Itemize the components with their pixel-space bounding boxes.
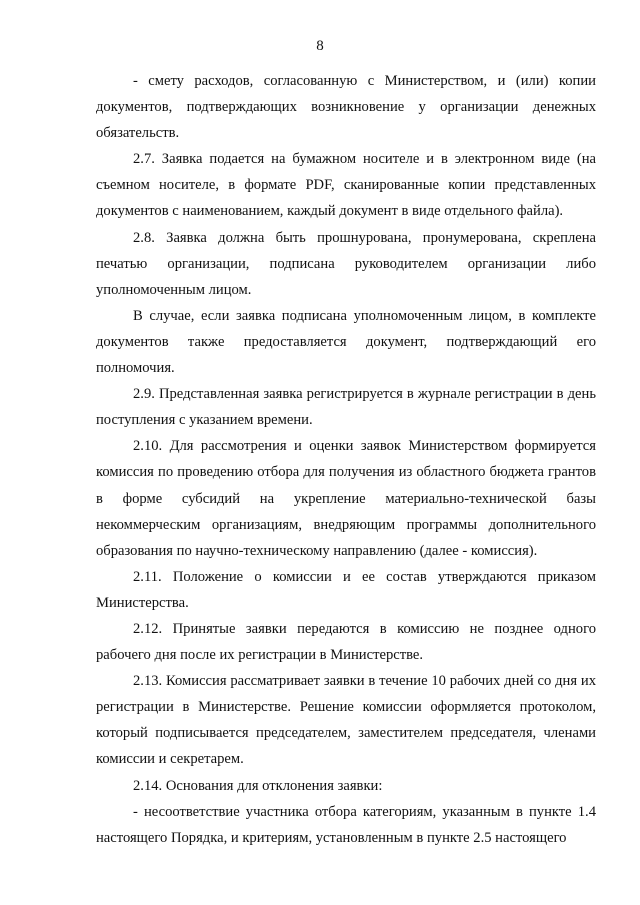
paragraph-authorized-person: В случае, если заявка подписана уполномоченным лицом, в комплекте документов также предоставляется документ, подтверждающий его полномочия. — [96, 307, 596, 377]
paragraph-2-13: 2.13. Комиссия рассматривает заявки в течение 10 рабочих дней со дня их регистрации в Министерстве. Решение комиссии оформляется протоколом, который подписывается председателем, заместителем председателя, членами комиссии и секретарем. — [96, 673, 596, 768]
paragraph-expense-estimate: - смету расходов, согласованную с Министерством, и (или) копии документов, подтверждающих возникновение у организации денежных обязательств. — [96, 73, 596, 142]
paragraph-2-7: 2.7. Заявка подается на бумажном носителе и в электронном виде (на съемном носителе, в формате PDF, сканированные копии представленных документов с наименованием, каждый документ в виде отдельного файла). — [96, 151, 596, 220]
paragraph-2-9: 2.9. Представленная заявка регистрируется в журнале регистрации в день поступления с указанием времени. — [96, 386, 596, 429]
paragraph-2-14: 2.14. Основания для отклонения заявки: — [133, 777, 383, 794]
paragraph-2-12: 2.12. Принятые заявки передаются в комиссию не позднее одного рабочего дня после их регистрации в Министерстве. — [96, 620, 596, 664]
paragraph-2-8: 2.8. Заявка должна быть прошнурована, пронумерована, скреплена печатью организации, подписана руководителем организации либо уполномоченным лицом. — [96, 229, 596, 298]
document-body — [96, 68, 596, 851]
page-number: 8 — [316, 38, 324, 54]
paragraph-rejection-reason: - несоответствие участника отбора категориям, указанным в пункте 1.4 настоящего Порядка, и критериям, установленным в пункте 2.5 настоящего — [96, 803, 596, 846]
paragraph-2-10: 2.10. Для рассмотрения и оценки заявок Министерством формируется комиссия по проведению отбора для получения из областного бюджета грантов в форме субсидий на укрепление материально-технической базы некоммерческим организациям, внедряющим программы дополнительного образования по научно-техническому направлению (далее - комиссия). — [96, 438, 596, 559]
paragraph-2-11: 2.11. Положение о комиссии и ее состав утверждаются приказом Министерства. — [96, 568, 596, 611]
